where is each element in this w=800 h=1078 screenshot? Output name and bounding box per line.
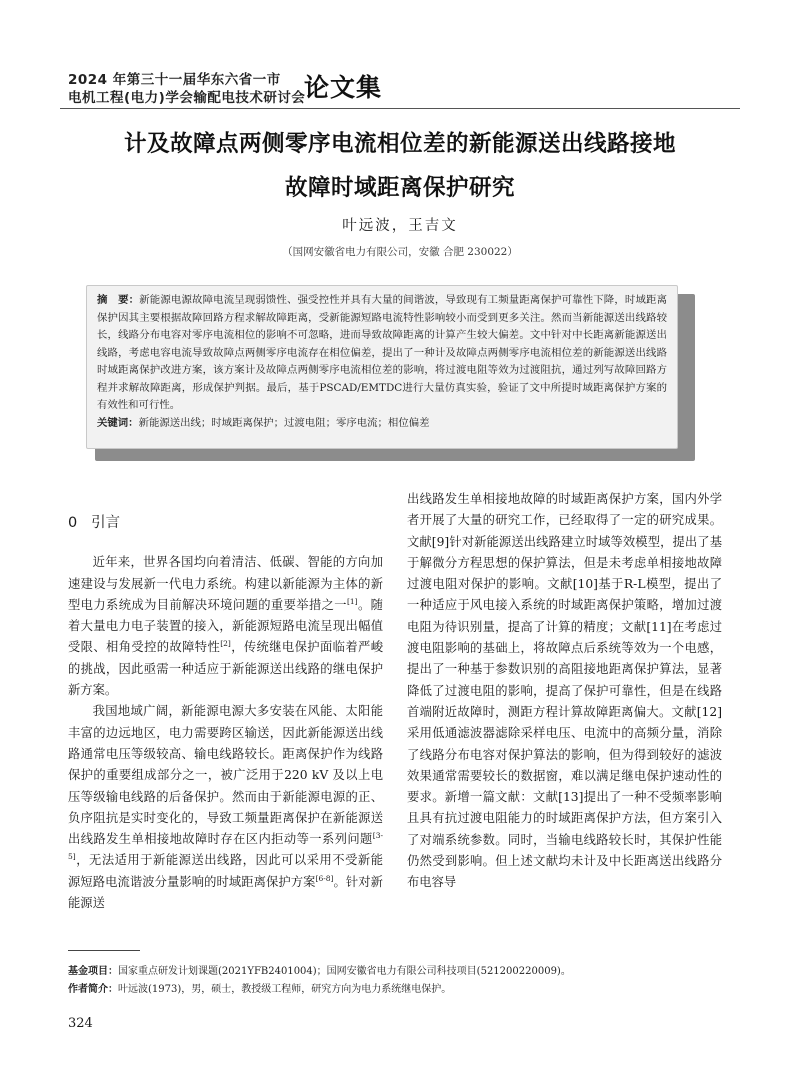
paper-title-line2: 故障时域距离保护研究	[284, 175, 515, 201]
header-title-line2: 电机工程(电力)学会输配电技术研讨会	[68, 90, 306, 106]
citation: [3-5]	[68, 831, 383, 862]
abstract-box	[86, 285, 678, 449]
right-column	[407, 489, 722, 894]
section-heading	[68, 513, 383, 534]
intro-paragraph-1	[68, 552, 383, 701]
keywords-line	[97, 415, 667, 433]
abstract-label: 摘 要：	[97, 294, 140, 306]
body-text: 近年来，世界各国均向着清洁、低碳、智能的方向加速建设与发展新一代电力系统。构建以新能源为主体的新型电力系统成为目前解决环境问题的重要举措之一	[68, 555, 383, 612]
footnote-rule	[68, 950, 140, 951]
section-number: 0	[68, 515, 78, 531]
body-text: 。随着大量电力电子装置的接入，新能源短路电流呈现出幅值受限、相角受控的故障特性	[68, 597, 383, 655]
funding-footnote	[68, 962, 748, 977]
abstract-paragraph	[97, 292, 667, 415]
intro-paragraph-2	[68, 701, 383, 914]
funding-text: 国家重点研发计划课题(2021YFB2401004)；国网安徽省电力有限公司科技项目(521200220009)。	[118, 966, 571, 977]
citation: [2]	[220, 639, 231, 649]
header-brand: 论文集	[304, 73, 383, 102]
body-text: 我国地域广阔，新能源电源大多安装在风能、太阳能丰富的边远地区，电力需要跨区输送，因此新能源送出线路通常电压等级较高、输电线路较长。距离保护作为线路保护的重要组成部分之一，被广泛用于220 kV 及以上电压等级输电线路的后备保护。然而由于新能源电源的正、负序阻抗是实时变化的，导致工频量距离保护在新能源送出线路发生单相接地故障时存在区内拒动等一系列问题	[68, 704, 383, 847]
body-text: ，无法适用于新能源送出线路，因此可以采用不受新能源短路电流谐波分量影响的时域距离保护方案	[68, 853, 383, 889]
keywords-label: 关键词：	[97, 416, 139, 429]
author-footnote	[68, 980, 748, 995]
intro-paragraph-3: 出线路发生单相接地故障的时域距离保护方案，国内外学者开展了大量的研究工作，已经取得了一定的研究成果。文献[9]针对新能源送出线路建立时域等效模型，提出了基于解微分方程思想的保护算法，但是未考虑单相接地故障过渡电阻对保护的影响。文献[10]基于R-L模型，提出了一种适应于风电接入系统的时域距离保护策略，增加过渡电阻为待识别量，提高了计算的精度；文献[11]在考虑过渡电阻影响的基础上，将故障点后系统等效为一个电感，提出了一种基于参数识别的高阻接地距离保护算法，显著降低了过渡电阻的影响，提高了保护可靠性，但是在线路首端附近故障时，测距方程计算故障距离偏大。文献[12]采用低通滤波器滤除采样电压、电流中的高频分量，消除了线路分布电容对保护算法的影响，但为得到较好的滤波效果通常需要较长的数据窗，难以满足继电保护速动性的要求。新增一篇文献：文献[13]提出了一种不受频率影响且具有抗过渡电阻能力的时域距离保护方法，但方案引入了对端系统参数。同时，当输电线路较长时，其保护性能仍然受到影响。但上述文献均未计及中长距离送出线路分布电容导	[407, 492, 722, 890]
citation: [1]	[346, 596, 358, 606]
author-bio-text: 叶远波(1973)，男，硕士，教授级工程师，研究方向为电力系统继电保护。	[118, 984, 452, 995]
body-text: 。针对新能源送	[68, 874, 383, 911]
abstract-text: 新能源电源故障电流呈现弱馈性、强受控性并具有大量的间谐波，导致现有工频量距离保护可靠性下降，时域距离保护因其主要根据故障回路方程求解故障距离，受新能源短路电流特性影响较小而受到更多关注。然而当新能源送出线路较长，线路分布电容对零序电流相位的影响不可忽略，进而导致故障距离的计算产生较大偏差。文中针对中长距离新能源送出线路，考虑电容电流导致故障点两侧零序电流存在相位偏差，提出了一种计及故障点两侧零序电流相位差的新能源送出线路时域距离保护改进方案，该方案计及故障点两侧零序电流相位差的影响，将过渡电阻等效为过渡阻抗，通过列写故障回路方程并求解故障距离，形成保护判据。最后，基于PSCAD/EMTDC进行大量仿真实验，验证了文中所提时域距离保护方案的有效性和可行性。	[97, 294, 667, 411]
authors: 叶远波，王吉文	[342, 218, 458, 234]
header-rule	[60, 108, 740, 109]
page-number: 324	[68, 1016, 93, 1031]
funding-label: 基金项目：	[68, 966, 118, 977]
header-title-line1: 2024 年第三十一届华东六省一市	[68, 72, 281, 88]
body-text: ，传统继电保护面临着严峻的挑战，因此亟需一种适应于新能源送出线路的继电保护新方案。	[68, 640, 383, 698]
left-column	[68, 489, 383, 914]
author-bio-label: 作者简介：	[68, 984, 118, 995]
section-title: 引言	[91, 515, 121, 531]
paper-title-line1: 计及故障点两侧零序电流相位差的新能源送出线路接地	[123, 131, 676, 157]
keywords-text: 新能源送出线；时域距离保护；过渡电阻；零序电流；相位偏差	[138, 416, 430, 429]
citation: [6-8]	[315, 873, 334, 883]
affiliation: （国网安徽省电力有限公司，安徽 合肥 230022）	[282, 246, 518, 258]
